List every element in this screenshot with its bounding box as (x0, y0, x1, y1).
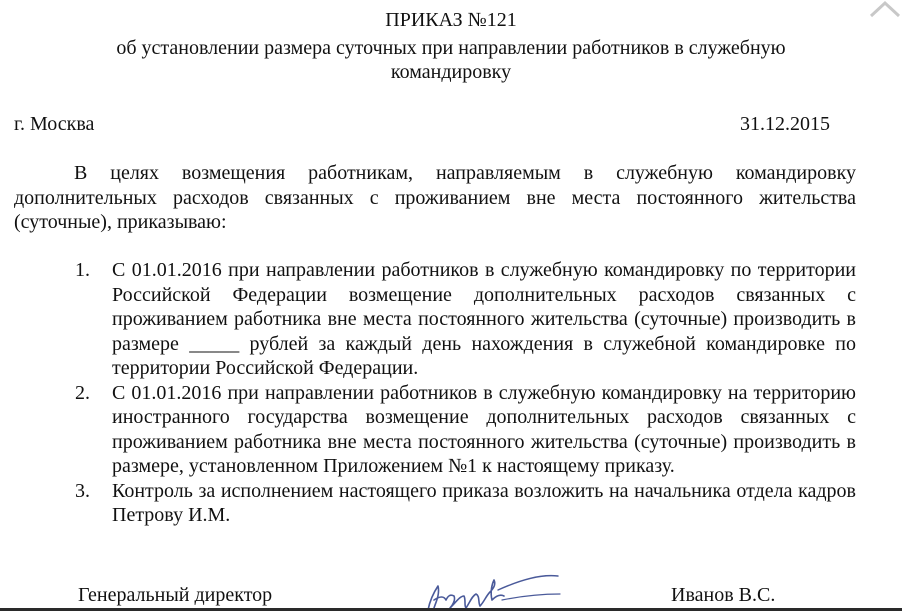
handwritten-signature-icon (410, 566, 570, 611)
item-number: 2. (75, 381, 90, 404)
item-number: 3. (75, 479, 90, 502)
signer-position: Генеральный директор (78, 584, 273, 606)
item-text: С 01.01.2016 при направлении работников в служебную командировку на территорию иностранного государства возмещение дополнительных расходов связанных с проживанием работника вне места постоянного жительства (суточные) производить в размере, установленном Приложением №1 к настоящему приказу. (112, 381, 856, 477)
item-number: 1. (75, 259, 90, 281)
list-item (75, 381, 856, 479)
list-item (75, 479, 856, 528)
order-subtitle-line1: об установлении размера суточных при направлении работников в служебную (116, 37, 786, 59)
order-items-list (75, 258, 856, 528)
list-item (75, 258, 856, 381)
city: г. Москва (14, 113, 95, 135)
item-text: Контроль за исполнением настоящего приказа возложить на начальника отдела кадров Петрову И.М. (112, 479, 856, 526)
item-text: С 01.01.2016 при направлении работников в служебную командировку по территории Российской Федерации возмещение дополнительных расходов связанных с проживанием работника вне места постоянного жительства (суточные) производить в размере _____ рублей за каждый день нахождения в служебной командировке по территории Российской Федерации. (112, 259, 856, 379)
order-subtitle-line2: командировку (390, 61, 512, 83)
order-date: 31.12.2015 (740, 113, 830, 135)
signer-name: Иванов В.С. (671, 584, 776, 606)
order-title: ПРИКАЗ №121 (385, 9, 517, 31)
preamble-paragraph: В целях возмещения работникам, направляемым в служебную командировку дополнительных расходов связанных с проживанием вне места постоянного жительства (суточные), приказываю: (14, 162, 856, 233)
